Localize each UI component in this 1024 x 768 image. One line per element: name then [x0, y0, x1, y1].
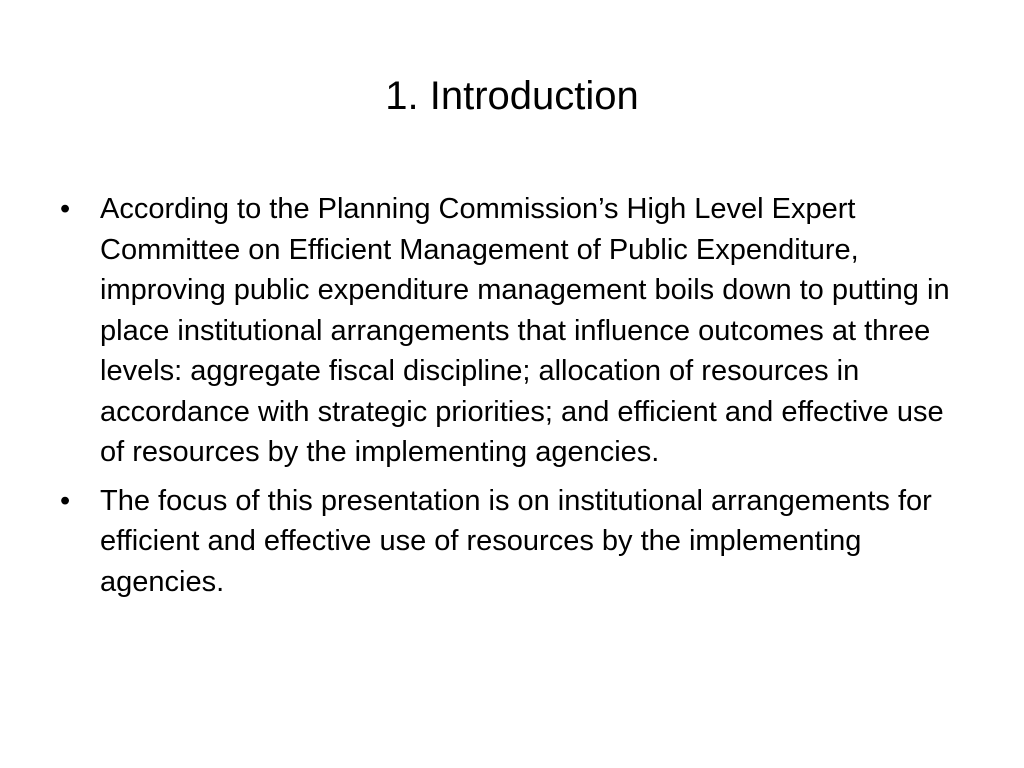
bullet-item	[60, 189, 960, 473]
bullet-item	[60, 481, 960, 603]
slide-title: 1. Introduction	[385, 74, 639, 118]
bullet-text: According to the Planning Commission’s High Level Expert Committee on Efficient Management of Public Expenditure, improving public expenditure management boils down to putting in place institutional arrangements that influence outcomes at three levels: aggregate fiscal discipline; allocation of resources in accordance with strategic priorities; and efficient and effective use of resources by the implementing agencies.	[100, 193, 950, 468]
bullet-icon: •	[60, 484, 71, 517]
bullet-list	[60, 189, 960, 610]
bullet-icon: •	[60, 193, 71, 225]
bullet-text: The focus of this presentation is on institutional arrangements for efficient and effective use of resources by the implementing agencies.	[100, 484, 932, 598]
